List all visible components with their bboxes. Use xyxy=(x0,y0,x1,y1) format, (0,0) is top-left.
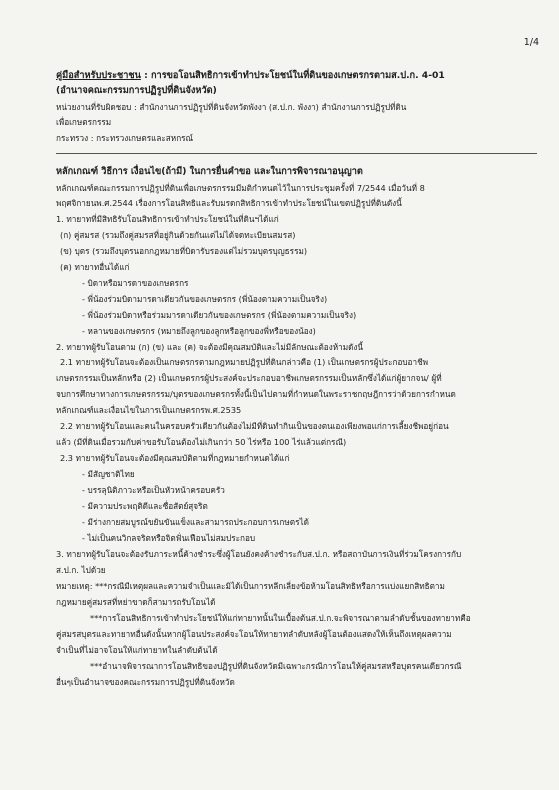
body-line: - มีสัญชาติไทย xyxy=(82,469,135,479)
body-line: จบการศึกษาทางการเกษตรกรรม/บุตรของเกษตรกรทั้งนี้เป็นไปตามที่กำหนดในพระราชกฤษฎีการว่าด้วยการกำหนด xyxy=(56,389,456,399)
body-line: - บิดาหรือมารดาของเกษตรกร xyxy=(82,278,189,288)
title-authority: (อำนาจคณะกรรมการปฏิรูปที่ดินจังหวัด) xyxy=(56,85,217,96)
body-line: ส.ป.ก. ไปด้วย xyxy=(56,565,106,575)
body-line: หมายเหตุ: ***กรณีมีเหตุผลและความจำเป็นและมิได้เป็นการหลีกเลี่ยงข้อห้ามโอนสิทธิหรือการแบ่งแยกสิทธิตาม xyxy=(56,581,445,591)
ministry-line: กระทรวง : กระทรวงเกษตรและสหกรณ์ xyxy=(56,133,194,143)
agency-line-1: หน่วยงานที่รับผิดชอบ : สำนักงานการปฏิรูปที่ดินจังหวัดพังงา (ส.ป.ก. พังงา) สำนักงานการปฏิรูปที่ดิน xyxy=(56,102,407,112)
section-heading: หลักเกณฑ์ วิธีการ เงื่อนไข(ถ้ามี) ในการยื่นคำขอ และในการพิจารณาอนุญาต xyxy=(56,166,363,177)
body-line: - มีร่างกายสมบูรณ์ขยันขันแข็งและสามารถประกอบการเกษตรได้ xyxy=(82,517,309,527)
body-line: หลักเกณฑ์คณะกรรมการปฏิรูปที่ดินเพื่อเกษตรกรรมมีมติกำหนดไว้ในการประชุมครั้งที่ 7/2544 เมื่อวันที่ 8 xyxy=(56,183,425,193)
section-divider xyxy=(56,153,537,154)
body-line: - ไม่เป็นคนวิกลจริตหรือจิตฟั่นเฟือนไม่สมประกอบ xyxy=(82,533,256,543)
body-line: 1. ทายาทที่มีสิทธิรับโอนสิทธิการเข้าทำประโยชน์ในที่ดินฯได้แก่ xyxy=(56,214,279,224)
body-line: อื่นๆเป็นอำนาจของคณะกรรมการปฏิรูปที่ดินจังหวัด xyxy=(56,677,235,687)
body-line: - หลานของเกษตรกร (หมายถึงลูกของลูกหรือลูกของพี่หรือของน้อง) xyxy=(82,326,316,336)
body-line: หลักเกณฑ์และเงื่อนไขในการเป็นเกษตรกรพ.ศ.2535 xyxy=(56,405,242,415)
body-line: 2.1 ทายาทผู้รับโอนจะต้องเป็นเกษตรกรตามกฎหมายปฏิรูปที่ดินกล่าวคือ (1) เป็นเกษตรกรผู้ประกอบอาชีพ xyxy=(60,357,429,367)
agency-line-2: เพื่อเกษตรกรรม xyxy=(56,117,112,127)
body-line: พฤศจิกายนพ.ศ.2544 เรื่องการโอนสิทธิและรับมรดกสิทธิการเข้าทำประโยชน์ในเขตปฏิรูปที่ดินดังนี้ xyxy=(56,198,402,208)
body-line: - พี่น้องร่วมบิดาหรือร่วมมารดาเดียวกันของเกษตรกร (พี่น้องตามความเป็นจริง) xyxy=(82,310,357,320)
body-line: - พี่น้องร่วมบิดามารดาเดียวกันของเกษตรกร (พี่น้องตามความเป็นจริง) xyxy=(82,294,328,304)
body-line: (ข) บุตร (รวมถึงบุตรนอกกฎหมายที่บิดารับรองแต่ไม่รวมบุตรบุญธรรม) xyxy=(60,246,308,256)
document-title xyxy=(56,70,445,82)
body-line: จำเป็นที่ไม่อาจโอนให้แก่ทายาทในลำดับต้นได้ xyxy=(56,645,218,655)
body-line: 3. ทายาทผู้รับโอนจะต้องรับภาระหนี้ค้างชำระซึ่งผู้โอนยังคงค้างชำระกับส.ป.ก. หรือสถาบันการเงินที่ร่วมโครงการกับ xyxy=(56,549,462,559)
body-line: - มีความประพฤติดีและซื่อสัตย์สุจริต xyxy=(82,501,208,511)
title-label: คู่มือสำหรับประชาชน xyxy=(56,70,141,81)
body-line: กฎหมายคู่สมรสที่หย่าขาดก็สามารถรับโอนได้ xyxy=(56,597,216,607)
body-line: ***การโอนสิทธิการเข้าทำประโยชน์ให้แก่ทายาทนั้นในเบื้องต้นส.ป.ก.จะพิจารณาตามลำดับชั้นของทายาทคือ xyxy=(90,613,471,623)
body-line: 2. ทายาทผู้รับโอนตาม (ก) (ข) และ (ค) จะต้องมีคุณสมบัติและไม่มีลักษณะต้องห้ามดังนี้ xyxy=(56,342,364,352)
body-line: แล้ว (มีที่ดินเมื่อรวมกับค่าขอรับโอนต้องไม่เกินกว่า 50 ไร่หรือ 100 ไร่แล้วแต่กรณี) xyxy=(56,437,347,447)
body-line: คู่สมรสบุตรและทายาทอื่นดังนั้นหากผู้โอนประสงค์จะโอนให้ทายาทลำดับหลังผู้โอนต้องแสดงให้เห็นถึงเหตุผลความ xyxy=(56,629,452,639)
body-line: (ค) ทายาทอื่นได้แก่ xyxy=(60,262,130,272)
body-line: 2.3 ทายาทผู้รับโอนจะต้องมีคุณสมบัติตามที่กฎหมายกำหนดได้แก่ xyxy=(60,453,290,463)
body-line: ***อำนาจพิจารณาการโอนสิทธิของปฏิรูปที่ดินจังหวัดมีเฉพาะกรณีการโอนให้คู่สมรสหรือบุตรคนเดียวกรณี xyxy=(90,661,462,671)
body-line: 2.2 ทายาทผู้รับโอนและคนในครอบครัวเดียวกันต้องไม่มีที่ดินทำกินเป็นของตนเองเพียงพอแก่การเลี้ยงชีพอยู่ก่อน xyxy=(60,421,449,431)
body-line: (ก) คู่สมรส (รวมถึงคู่สมรสที่อยู่กินด้วยกันแต่ไม่ได้จดทะเบียนสมรส) xyxy=(60,230,296,240)
title-text: : การขอโอนสิทธิการเข้าทำประโยชน์ในที่ดินของเกษตรกรตามส.ป.ก. 4-01 xyxy=(140,70,445,81)
body-line: เกษตรกรรมเป็นหลักหรือ (2) เป็นเกษตรกรผู้ประสงค์จะประกอบอาชีพเกษตรกรรมเป็นหลักซึ่งได้แก่ผู้ยากจน/ ผู้ที่ xyxy=(56,373,442,383)
body-line: - บรรลุนิติภาวะหรือเป็นหัวหน้าครอบครัว xyxy=(82,485,225,495)
page-number: 1/4 xyxy=(523,37,539,48)
